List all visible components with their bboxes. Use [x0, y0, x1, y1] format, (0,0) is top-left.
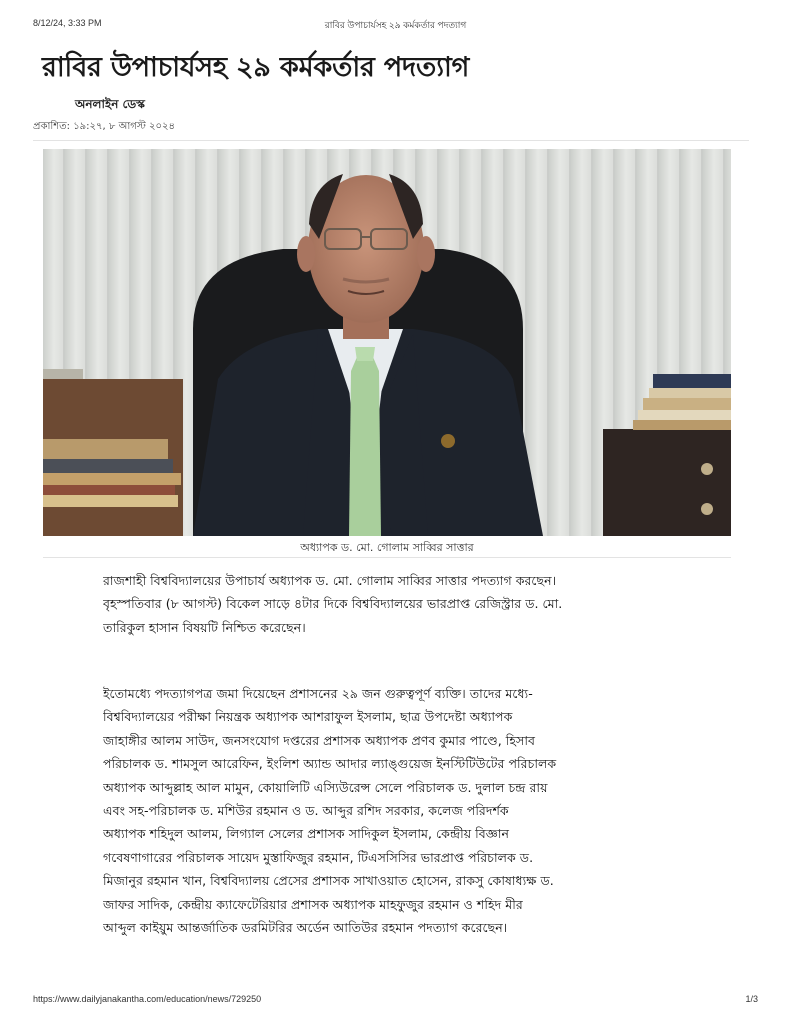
print-footer	[33, 994, 758, 1008]
paragraph-line: আব্দুল কাইয়ুম আন্তর্জাতিক ডরমিটরির অর্ডেন আতিউর রহমান পদত্যাগ করেছেন।	[103, 920, 508, 936]
paragraph-line: মিজানুর রহমান খান, বিশ্ববিদ্যালয় প্রেসের প্রশাসক সাখাওয়াত হোসেন, রাকসু কোষাধ্যক্ষ ড.	[103, 873, 554, 889]
paragraph-line: জাহাঙ্গীর আলম সাউদ, জনসংযোগ দপ্তরের প্রশাসক অধ্যাপক প্রণব কুমার পাণ্ডে, হিসাব	[103, 732, 536, 748]
source-url[interactable]: https://www.dailyjanakantha.com/education/news/729250	[33, 994, 262, 1004]
article-headline: রাবির উপাচার্যসহ ২৯ কর্মকর্তার পদত্যাগ	[42, 52, 470, 83]
caption-divider	[43, 557, 731, 558]
published-date: প্রকাশিত: ১৯:২৭, ৮ আগস্ট ২০২৪	[33, 121, 176, 132]
paragraph-line: বিশ্ববিদ্যালয়ের পরীক্ষা নিয়ন্ত্রক অধ্যাপক আশরাফুল ইসলাম, ছাত্র উপদেষ্টা অধ্যাপক	[103, 709, 513, 725]
paragraph-line: অধ্যাপক শহিদুল আলম, লিগ্যাল সেলের প্রশাসক সাদিকুল ইসলাম, কেন্দ্রীয় বিজ্ঞান	[103, 826, 510, 842]
photo-caption: অধ্যাপক ড. মো. গোলাম সাব্বির সাত্তার	[300, 541, 474, 554]
paragraph-line: জাফর সাদিক, কেন্দ্রীয় ক্যাফেটেরিয়ার প্রশাসক অধ্যাপক মাহফুজুর রহমান ও শহিদ মীর	[103, 896, 523, 912]
paragraph-line: রাজশাহী বিশ্ববিদ্যালয়ের উপাচার্য অধ্যাপক ড. মো. গোলাম সাব্বির সাত্তার পদত্যাগ করছেন।	[103, 573, 557, 588]
paragraph-line: গবেষণাগারের পরিচালক সায়েদ মুস্তাফিজুর রহমান, টিএসসিসির ভারপ্রাপ্ত পরিচালক ড.	[103, 849, 534, 865]
print-timestamp: 8/12/24, 3:33 PM	[33, 18, 102, 28]
article-author[interactable]: অনলাইন ডেস্ক	[75, 97, 145, 111]
paragraph-line: পরিচালক ড. শামসুল আরেফিন, ইংলিশ অ্যান্ড আদার ল্যাঙ্গুয়েজ ইনস্টিটিউটের পরিচালক	[103, 756, 557, 772]
print-page-title: রাবির উপাচার্যসহ ২৯ কর্মকর্তার পদত্যাগ	[324, 20, 467, 30]
article-photo	[43, 149, 731, 536]
paragraph-line: ইতোমধ্যে পদত্যাগপত্র জমা দিয়েছেন প্রশাসনের ২৯ জন গুরুত্বপূর্ণ ব্যক্তি। তাদের মধ্যে-	[103, 686, 533, 701]
paragraph-line: এবং সহ-পরিচালক ড. মশিউর রহমান ও ড. আব্দুর রশিদ সরকার, কলেজ পরিদর্শক	[103, 803, 509, 819]
paragraph-line: অধ্যাপক আব্দুল্লাহ আল মামুন, কোয়ালিটি এস্যিউরেন্স সেলে পরিচালক ড. দুলাল চন্দ্র রায়	[103, 779, 548, 795]
article-paragraph-1	[103, 569, 703, 639]
article-paragraph-2	[103, 682, 703, 939]
print-header	[33, 18, 758, 32]
paragraph-line: তারিকুল হাসান বিষয়টি নিশ্চিত করেছেন।	[103, 619, 306, 635]
paragraph-line: বৃহস্পতিবার (৮ আগস্ট) বিকেল সাড়ে ৪টার দিকে বিশ্ববিদ্যালয়ের ভারপ্রাপ্ত রেজিস্ট্রার ড. মো.	[103, 596, 563, 612]
page-number: 1/3	[745, 994, 758, 1004]
header-divider	[33, 140, 749, 141]
